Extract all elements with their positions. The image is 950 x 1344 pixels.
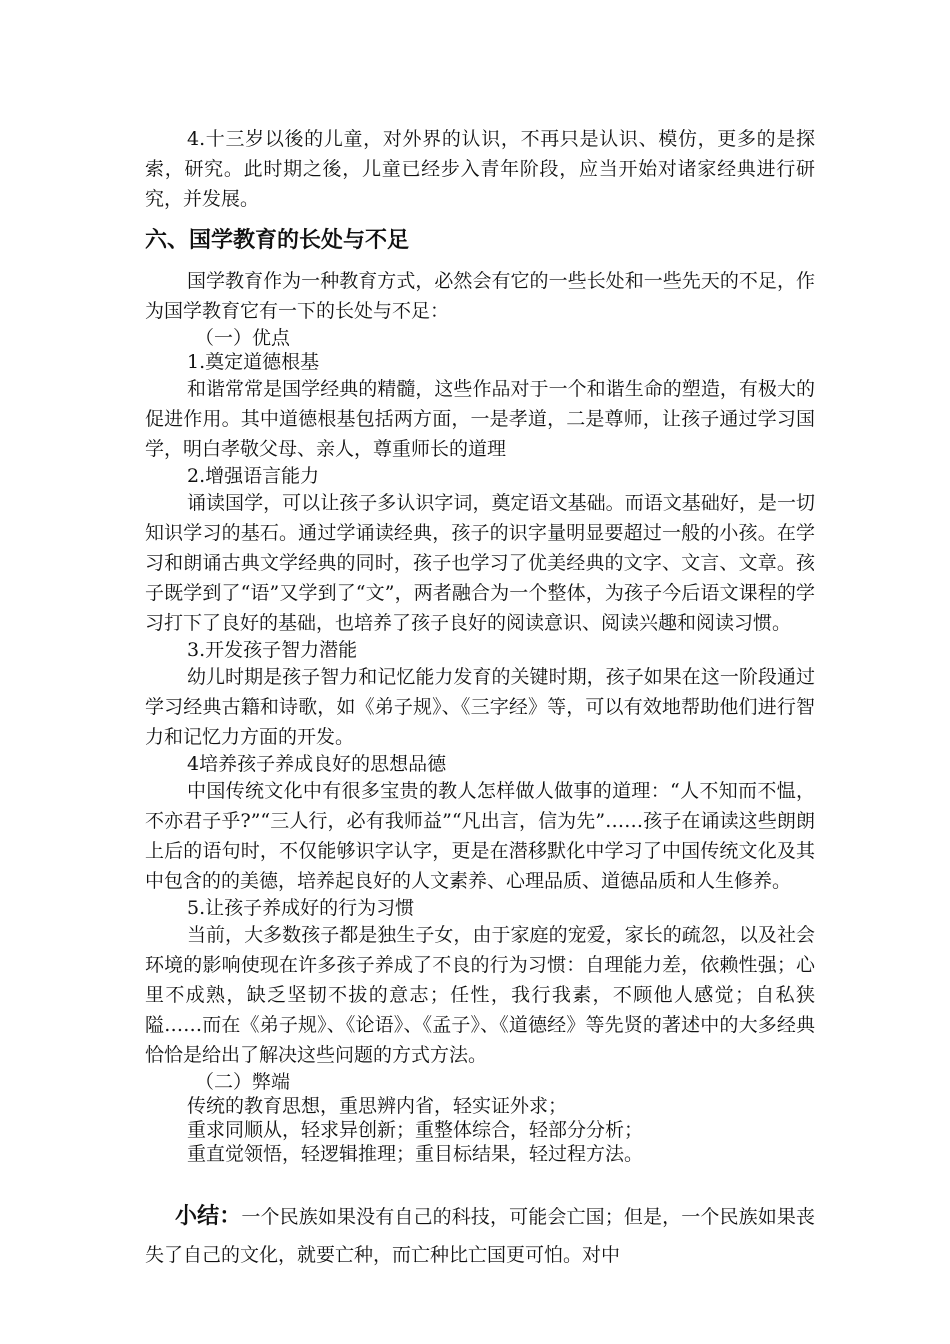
disadvantage-line-3: 重直觉领悟，轻逻辑推理；重目标结果，轻过程方法。 bbox=[187, 1143, 644, 1165]
summary-lead: 小结： bbox=[175, 1204, 242, 1229]
advantage-title-2: 2.增强语言能力 bbox=[187, 465, 320, 487]
section-intro-paragraph: 国学教育作为一种教育方式，必然会有它的一些长处和一些先天的不足，作为国学教育它有一下的长处与不足： bbox=[145, 270, 815, 322]
advantage-title-5: 5.让孩子养成好的行为习惯 bbox=[187, 897, 415, 919]
advantage-title-3: 3.开发孩子智力潜能 bbox=[187, 639, 358, 661]
advantage-title-4: 4培养孩子养成良好的思想品德 bbox=[187, 753, 447, 775]
intro-paragraph: 4.十三岁以後的儿童，对外界的认识，不再只是认识、模仿，更多的是探索，研究。此时期之後，儿童已经步入青年阶段，应当开始对诸家经典进行研究，并发展。 bbox=[145, 128, 815, 210]
advantage-body-1: 和谐常常是国学经典的精髓，这些作品对于一个和谐生命的塑造，有极大的促进作用。其中道德根基包括两方面，一是孝道，二是尊师，让孩子通过学习国学，明白孝敬父母、亲人，尊重师长的道理 bbox=[145, 378, 815, 460]
summary-text: 一个民族如果没有自己的科技，可能会亡国；但是，一个民族如果丧失了自己的文化，就要亡种，而亡种比亡国更可怕。对中 bbox=[145, 1206, 815, 1266]
section-heading: 六、国学教育的长处与不足 bbox=[145, 228, 410, 253]
summary-paragraph bbox=[145, 1198, 815, 1274]
advantage-body-5: 当前，大多数孩子都是独生子女，由于家庭的宠爱，家长的疏忽，以及社会环境的影响使现在许多孩子养成了不良的行为习惯：自理能力差，依赖性强；心里不成熟，缺乏坚韧不拔的意志；任性，我行我素，不顾他人感觉；自私狭隘……而在《弟子规》、《论语》、《孟子》、《道德经》等先贤的著述中的大多经典恰恰是给出了解决这些问题的方式方法。 bbox=[145, 924, 815, 1066]
advantages-heading: （一）优点 bbox=[195, 327, 291, 349]
advantage-body-4: 中国传统文化中有很多宝贵的教人怎样做人做事的道理：“人不知而不愠，不亦君子乎?”“三人行，必有我师益”“凡出言，信为先”……孩子在诵读这些朗朗上后的语句时，不仅能够识字认字，更是在潜移默化中学习了中国传统文化及其中包含的的美德，培养起良好的人文素养、心理品质、道德品质和人生修养。 bbox=[145, 780, 815, 892]
disadvantage-line-2: 重求同顺从，轻求异创新；重整体综合，轻部分分析； bbox=[187, 1119, 644, 1141]
advantage-body-3: 幼儿时期是孩子智力和记忆能力发育的关键时期，孩子如果在这一阶段通过学习经典古籍和诗歌，如《弟子规》、《三字经》等，可以有效地帮助他们进行智力和记忆力方面的开发。 bbox=[145, 666, 815, 748]
advantage-body-2: 诵读国学，可以让孩子多认识字词，奠定语文基础。而语文基础好，是一切知识学习的基石。通过学诵读经典，孩子的识字量明显要超过一般的小孩。在学习和朗诵古典文学经典的同时，孩子也学习了优美经典的文字、文言、文章。孩子既学到了“语”又学到了“文”，两者融合为一个整体，为孩子今后语文课程的学习打下了良好的基础，也培养了孩子良好的阅读意识、阅读兴趣和阅读习惯。 bbox=[145, 492, 815, 634]
section-spacer bbox=[145, 1166, 815, 1198]
advantage-title-1: 1.奠定道德根基 bbox=[187, 351, 320, 373]
document-body bbox=[145, 124, 815, 1274]
disadvantages-heading: （二）弊端 bbox=[195, 1071, 291, 1093]
disadvantage-line-1: 传统的教育思想，重思辨内省，轻实证外求； bbox=[187, 1095, 568, 1117]
